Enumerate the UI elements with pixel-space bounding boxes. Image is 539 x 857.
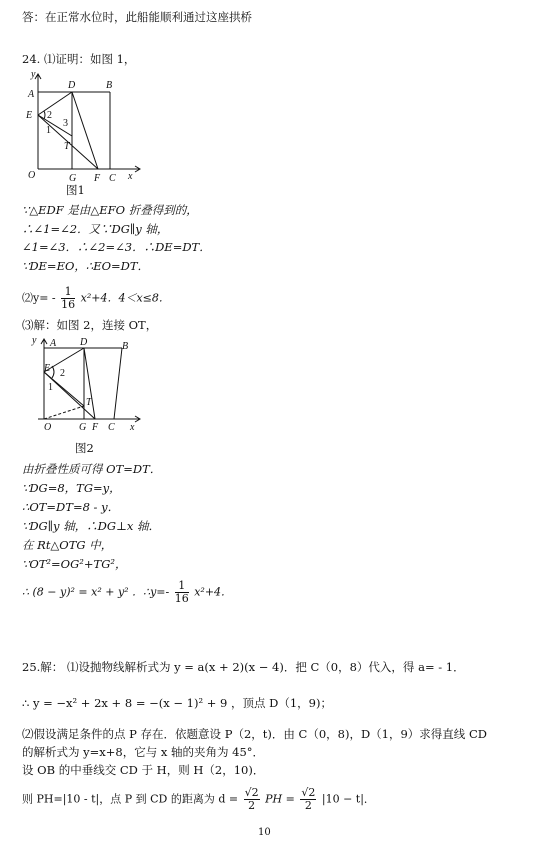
angle-mark: [44, 111, 45, 119]
part-2-prefix: ⑵y= -: [22, 291, 56, 305]
equation-prefix: ∴ (8 − y)² = x² + y² ．∴y=-: [22, 585, 170, 599]
part-3-heading: ⑶解：如图 2，连接 OT，: [22, 318, 158, 332]
label-f: F: [94, 173, 101, 184]
page-number: 10: [258, 827, 271, 838]
label-g: G: [79, 422, 87, 433]
fraction-numerator: 1: [61, 286, 75, 299]
label-y: y: [32, 335, 37, 346]
proof-line-4: ∵DE=EO，∴EO=DT．: [22, 259, 150, 273]
label-o: O: [28, 170, 36, 181]
solution-line-5: 在 Rt△OTG 中，: [22, 538, 113, 552]
problem-25-line-4: 的解析式为 y=x+8，它与 x 轴的夹角为 45°．: [22, 745, 265, 759]
fraction-numerator: √2: [301, 786, 316, 799]
label-angle-1: 1: [48, 382, 53, 393]
label-o: O: [44, 422, 52, 433]
label-x: x: [130, 422, 135, 433]
distance-suffix: |10 − t|．: [321, 792, 375, 806]
label-angle-3: 3: [63, 118, 68, 129]
side-bc: [114, 348, 122, 419]
solution-line-3: ∴OT=DT=8 - y．: [22, 500, 120, 514]
figure-1-caption: 图1: [66, 183, 85, 197]
segment-df: [84, 348, 95, 419]
answer-line: 答：在正常水位时，此船能顺利通过这座拱桥: [22, 10, 252, 24]
proof-line-2: ∴∠1=∠2．又∵DG∥y 轴，: [22, 222, 169, 236]
figure-1: [22, 66, 152, 184]
label-c: C: [108, 422, 115, 433]
problem-24-heading: 24. ⑴证明：如图 1，: [22, 52, 136, 66]
solution-equation: [22, 580, 232, 605]
label-angle-2: 2: [47, 110, 52, 121]
label-t: T: [86, 397, 92, 408]
segment-ed: [38, 92, 72, 115]
label-c: C: [109, 173, 116, 184]
figure-2: [22, 334, 152, 438]
label-y: y: [31, 69, 36, 80]
fraction-denominator: 2: [304, 799, 312, 812]
figure-2-diagram: [22, 334, 152, 438]
problem-25-line-3: ⑵假设满足条件的点 P 存在．依题意设 P（2，t)．由 C（0，8)，D（1，9）求得直线 CD: [22, 727, 487, 741]
proof-line-1: ∵△EDF 是由△EFO 折叠得到的，: [22, 203, 198, 217]
solution-line-4: ∵DG∥y 轴，∴DG⊥x 轴．: [22, 519, 161, 533]
label-d: D: [80, 337, 88, 348]
label-x: x: [128, 171, 133, 182]
problem-25-line-5: 设 OB 的中垂线交 CD 于 H，则 H（2，10)．: [22, 763, 265, 777]
label-angle-1: 1: [46, 125, 51, 136]
fraction-numerator: √2: [244, 786, 259, 799]
solution-line-6: ∵OT²=OG²+TG²，: [22, 557, 127, 571]
fraction-denominator: 16: [61, 298, 76, 311]
label-d: D: [68, 80, 76, 91]
fraction-sqrt2-2-b: [300, 787, 316, 812]
problem-25-line-1: 25.解： ⑴设抛物线解析式为 y = a(x + 2)(x − 4)．把 C（0，8）代入，得 a= - 1．: [22, 660, 465, 674]
solution-line-1: 由折叠性质可得 OT=DT．: [22, 462, 162, 476]
fraction-1-16-b: [175, 580, 189, 605]
segment-ot-dashed: [44, 406, 84, 419]
label-b: B: [106, 80, 113, 91]
fraction-denominator: 16: [174, 592, 189, 605]
fraction-numerator: 1: [175, 580, 189, 593]
part-2-suffix: x²+4．4＜x≤8．: [80, 291, 170, 305]
equation-suffix: x²+4．: [194, 585, 233, 599]
fraction-1-16: [61, 286, 75, 311]
label-f: F: [92, 422, 99, 433]
distance-prefix: 则 PH=|10 - t|，点 P 到 CD 的距离为 d =: [22, 792, 239, 806]
distance-middle: PH =: [265, 792, 295, 806]
figure-2-caption: 图2: [75, 441, 94, 455]
label-e: E: [26, 110, 33, 121]
proof-line-3: ∠1=∠3．∴∠2=∠3．∴DE=DT．: [22, 240, 211, 254]
problem-25-line-6: [22, 787, 375, 812]
label-a: A: [50, 338, 57, 349]
part-2-line: [22, 286, 170, 311]
angle-mark: [52, 366, 54, 378]
label-t: T: [64, 141, 70, 152]
label-g: G: [69, 173, 77, 184]
fraction-denominator: 2: [248, 799, 256, 812]
label-a: A: [28, 89, 35, 100]
label-e: E: [44, 363, 51, 374]
label-angle-2: 2: [60, 368, 65, 379]
problem-25-line-2: ∴ y = −x² + 2x + 8 = −(x − 1)² + 9 ，顶点 D（1，9)；: [22, 696, 332, 710]
figure-1-diagram: [22, 66, 152, 184]
fraction-sqrt2-2: [244, 787, 260, 812]
solution-line-2: ∵DG=8，TG=y，: [22, 481, 121, 495]
label-b: B: [122, 341, 129, 352]
